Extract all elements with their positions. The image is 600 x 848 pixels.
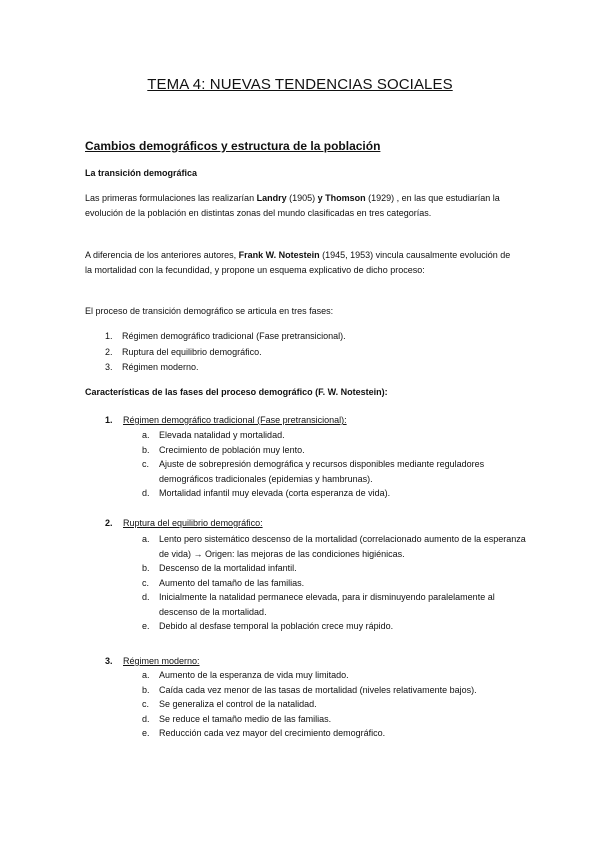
phase-3-list xyxy=(142,668,527,741)
list-item: c. Aumento del tamaño de las familias. xyxy=(142,577,305,588)
list-item: a. Lento pero sistemático descenso de la mortalidad (correlacionado aumento de la esperanza de vida) → Origen: las mejoras de las condiciones higiénicas. xyxy=(142,534,526,559)
list-item: 2. Ruptura del equilibrio demográfico. xyxy=(105,346,262,357)
phase-2-list xyxy=(142,532,527,634)
list-item: 3. Régimen moderno. xyxy=(105,362,199,372)
list-item: d. Mortalidad infantil muy elevada (corta esperanza de vida). xyxy=(142,488,391,498)
paragraph-2: A diferencia de los anteriores autores, Frank W. Notestein (1945, 1953) vincula causalmente evolución de la mortalidad con la fecundidad, y propone un esquema explicativo de dicho proceso: xyxy=(85,250,511,275)
list-item: b. Crecimiento de población muy lento. xyxy=(142,444,305,455)
phase-3-heading: 3. Régimen moderno: xyxy=(105,656,200,666)
list-item: c. Ajuste de sobrepresión demográfica y recursos disponibles mediante reguladores demográficos tradicionales (epidemias y hambrunas). xyxy=(142,459,485,484)
paragraph-1: Las primeras formulaciones las realizarían Landry (1905) y Thomson (1929) , en las que estudiarían la evolución de la población en distintas zonas del mundo clasificadas en tres categorías. xyxy=(85,193,500,218)
list-item: d. Inicialmente la natalidad permanece elevada, para ir disminuyendo paralelamente al descenso de la mortalidad. xyxy=(142,592,495,617)
paragraph-3: El proceso de transición demográfico se articula en tres fases: xyxy=(85,306,334,316)
page-title: TEMA 4: NUEVAS TENDENCIAS SOCIALES xyxy=(147,76,453,93)
phases-list xyxy=(105,329,346,376)
characteristics-title: Características de las fases del proceso demográfico (F. W. Notestein): xyxy=(85,387,388,397)
list-item: a. Aumento de la esperanza de vida muy limitado. xyxy=(142,670,349,680)
list-item: d. Se reduce el tamaño medio de las familias. xyxy=(142,713,332,724)
phase-1-heading: 1. Régimen demográfico tradicional (Fase pretransicional): xyxy=(105,415,347,425)
list-item: c. Se generaliza el control de la natalidad. xyxy=(142,699,317,709)
list-item: e. Reducción cada vez mayor del crecimiento demográfico. xyxy=(142,728,386,738)
phase-1-list xyxy=(142,428,527,501)
list-item: 1. Régimen demográfico tradicional (Fase pretransicional). xyxy=(105,331,346,341)
list-item: b. Caída cada vez menor de las tasas de mortalidad (niveles relativamente bajos). xyxy=(142,684,477,695)
list-item: a. Elevada natalidad y mortalidad. xyxy=(142,430,285,440)
list-item: b. Descenso de la mortalidad infantil. xyxy=(142,563,297,573)
subsection-title: La transición demográfica xyxy=(85,168,198,178)
list-item: e. Debido al desfase temporal la población crece muy rápido. xyxy=(142,621,394,631)
phase-2-heading: 2. Ruptura del equilibrio demográfico: xyxy=(105,518,263,528)
section-title: Cambios demográficos y estructura de la población xyxy=(85,139,381,153)
